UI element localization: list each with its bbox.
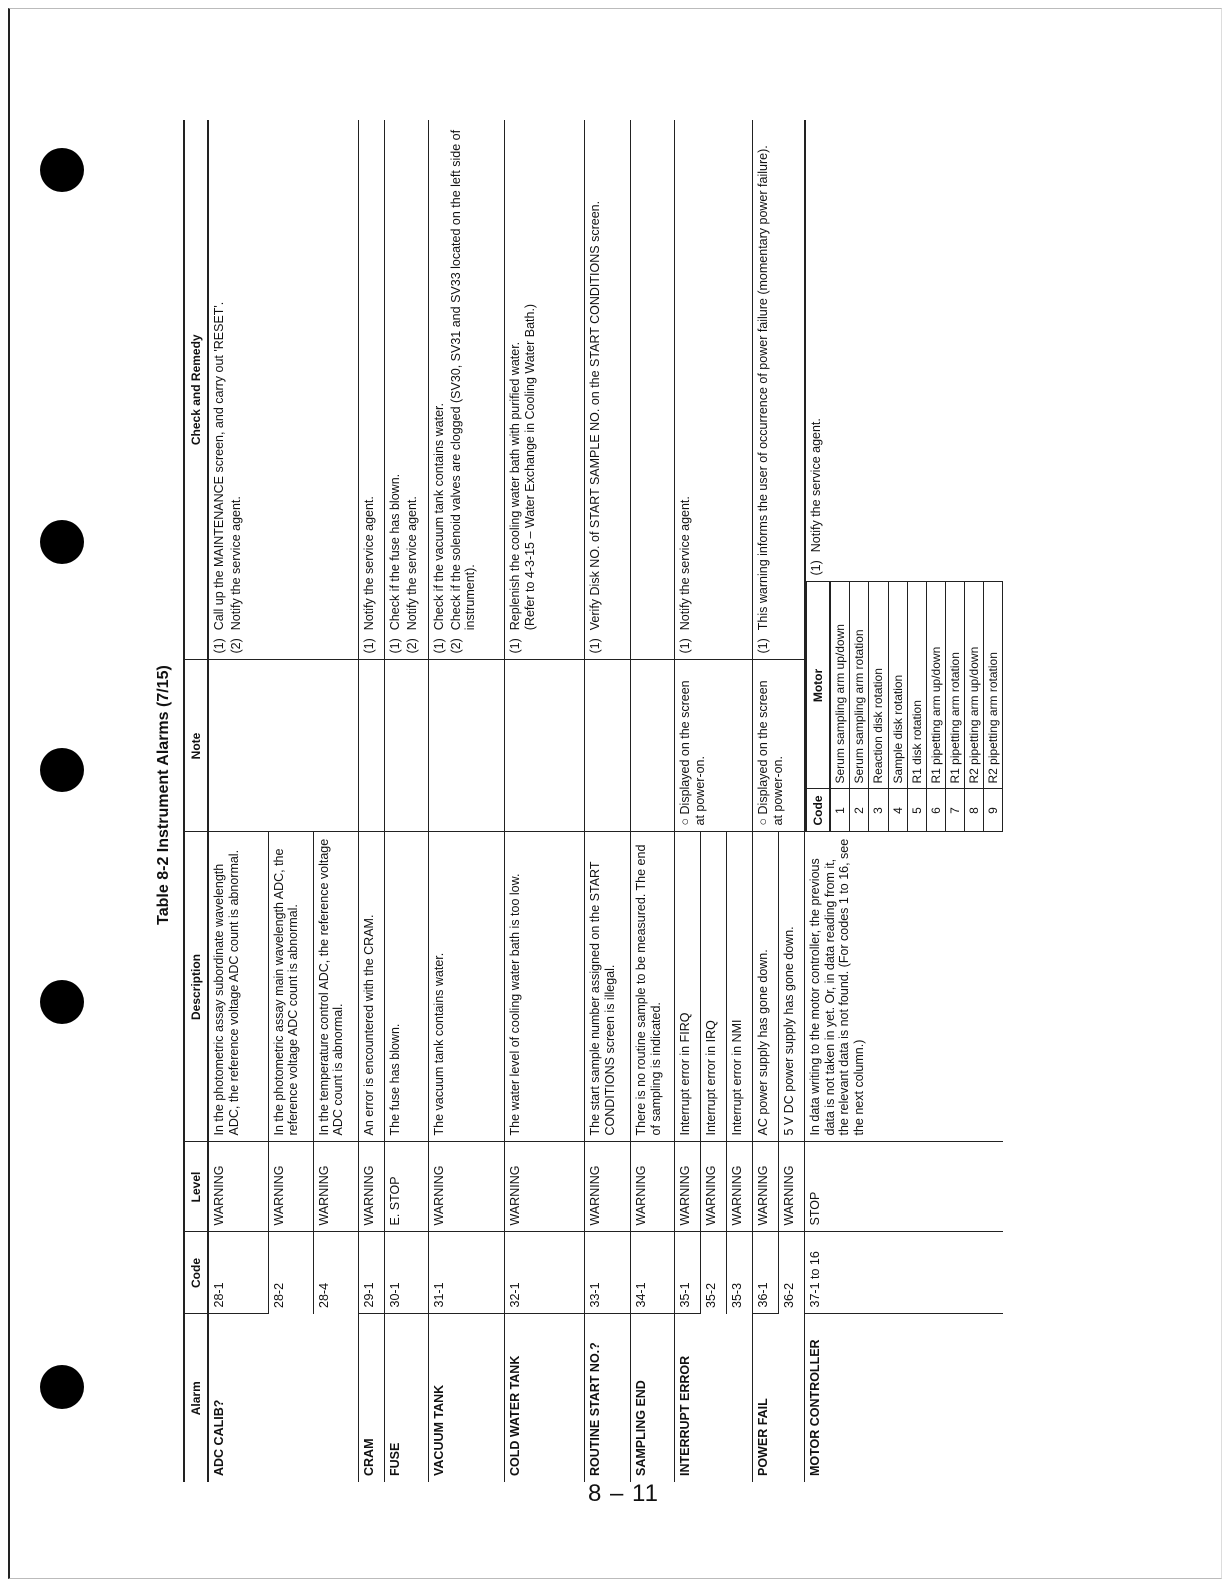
- motor-row: [869, 582, 888, 832]
- alarm-description: Interrupt error in IRQ: [700, 832, 726, 1142]
- motor-name: Reaction disk rotation: [869, 582, 888, 789]
- alarm-note: [358, 660, 385, 832]
- alarm-name: ROUTINE START NO.?: [584, 1314, 630, 1482]
- motor-row: [984, 582, 1003, 832]
- alarm-name: COLD WATER TANK: [504, 1314, 584, 1482]
- alarm-note: [208, 660, 358, 832]
- alarm-code: 31-1: [428, 1232, 504, 1314]
- remedy-text: Notify the service agent.: [361, 496, 376, 631]
- motor-header-row: [806, 582, 830, 832]
- motor-code: 4: [888, 789, 907, 832]
- motor-code: 9: [984, 789, 1003, 832]
- binder-hole: [40, 748, 84, 792]
- remedy-number: (1): [677, 638, 692, 654]
- alarm-code: 36-1: [752, 1232, 778, 1314]
- motor-row: [926, 582, 945, 832]
- motor-header-motor: Motor: [806, 582, 830, 789]
- alarm-code: 35-3: [726, 1232, 752, 1314]
- motor-name: Serum sampling arm rotation: [850, 582, 869, 789]
- header-code: Code: [184, 1232, 208, 1314]
- motor-code-cell: [804, 120, 1003, 832]
- binder-hole: [40, 980, 84, 1024]
- alarm-level: WARNING: [752, 1142, 778, 1232]
- remedy-text: This warning informs the user of occurrence of power failure (momentary power failure).: [755, 145, 770, 631]
- alarm-name: MOTOR CONTROLLER: [804, 1314, 1003, 1482]
- motor-name: Sample disk rotation: [888, 582, 907, 789]
- motor-row: [965, 582, 984, 832]
- table-row: [674, 120, 700, 1482]
- remedy-item: [212, 126, 227, 654]
- remedy-text: Check if the solenoid valves are clogged (SV30, SV31 and SV33 located on the left side of instrument).: [448, 129, 478, 631]
- remedy-text: Check if the fuse has blown.: [388, 473, 403, 631]
- table-row: [358, 120, 385, 1482]
- alarm-level: WARNING: [358, 1142, 385, 1232]
- motor-header-code: Code: [806, 789, 830, 832]
- table-row: [584, 120, 630, 1482]
- alarm-code: 35-1: [674, 1232, 700, 1314]
- alarm-level: WARNING: [630, 1142, 674, 1232]
- motor-code: 7: [946, 789, 965, 832]
- alarm-description: In the temperature control ADC, the reference voltage ADC count is abnormal.: [313, 832, 358, 1142]
- table-row: [208, 120, 268, 1482]
- motor-code-wrap: [805, 120, 1004, 832]
- alarm-note: [385, 660, 429, 832]
- remedy-text: Replenish the cooling water bath with purified water.: [507, 341, 522, 631]
- table-header-row: [184, 120, 208, 1482]
- alarm-note: [584, 660, 630, 832]
- alarm-name: VACUUM TANK: [428, 1314, 504, 1482]
- alarm-level: WARNING: [674, 1142, 700, 1232]
- motor-row: [888, 582, 907, 832]
- remedy-text: Notify the service agent.: [228, 496, 243, 631]
- table-row: [752, 120, 778, 1482]
- alarm-remedy: [630, 120, 674, 660]
- alarm-level: WARNING: [268, 1142, 313, 1232]
- remedy-number: (1): [755, 638, 770, 654]
- alarm-level: STOP: [804, 1142, 1003, 1232]
- motor-row: [946, 582, 965, 832]
- alarm-description: Interrupt error in NMI: [726, 832, 752, 1142]
- alarm-note: ○ Displayed on the screen at power-on.: [752, 660, 804, 832]
- motor-name: R1 disk rotation: [907, 582, 926, 789]
- alarm-code: 37-1 to 16: [804, 1232, 1003, 1314]
- remedy-item: [388, 126, 403, 654]
- alarm-name: ADC CALIB?: [208, 1314, 358, 1482]
- alarm-level: E. STOP: [385, 1142, 429, 1232]
- motor-code: 2: [850, 789, 869, 832]
- motor-name: R2 pipetting arm rotation: [984, 582, 1003, 789]
- remedy-item: [809, 126, 824, 576]
- alarm-level: WARNING: [700, 1142, 726, 1232]
- alarm-remedy: [504, 120, 584, 660]
- alarm-code: 29-1: [358, 1232, 385, 1314]
- table-row: [504, 120, 584, 1482]
- motor-code: 6: [926, 789, 945, 832]
- alarm-code: 35-2: [700, 1232, 726, 1314]
- alarm-remedy: [584, 120, 630, 660]
- remedy-item: [432, 126, 447, 654]
- alarm-note: [630, 660, 674, 832]
- alarm-level: WARNING: [428, 1142, 504, 1232]
- alarm-description: There is no routine sample to be measured. The end of sampling is indicated.: [630, 832, 674, 1142]
- binder-hole: [40, 520, 84, 564]
- header-note: Note: [184, 660, 208, 832]
- remedy-item: [449, 126, 479, 654]
- alarm-description: The water level of cooling water bath is too low.: [504, 832, 584, 1142]
- motor-name: R1 pipetting arm rotation: [946, 582, 965, 789]
- alarm-level: WARNING: [313, 1142, 358, 1232]
- alarm-code: 33-1: [584, 1232, 630, 1314]
- remedy-number: (1): [388, 638, 403, 654]
- motor-code: 1: [830, 789, 850, 832]
- header-description: Description: [184, 832, 208, 1142]
- alarm-name: INTERRUPT ERROR: [674, 1314, 752, 1482]
- header-level: Level: [184, 1142, 208, 1232]
- alarm-remedy: [428, 120, 504, 660]
- alarm-name: POWER FAIL: [752, 1314, 804, 1482]
- alarm-code: 32-1: [504, 1232, 584, 1314]
- alarm-remedy: [385, 120, 429, 660]
- remedy-text: Verify Disk NO. of START SAMPLE NO. on the START CONDITIONS screen.: [587, 200, 602, 631]
- alarm-level: WARNING: [778, 1142, 804, 1232]
- alarm-description: An error is encountered with the CRAM.: [358, 832, 385, 1142]
- alarm-code: 28-1: [208, 1232, 268, 1314]
- remedy-item: [405, 126, 420, 654]
- alarm-level: WARNING: [208, 1142, 268, 1232]
- motor-code-table: [805, 582, 1004, 832]
- alarm-remedy: [805, 120, 1004, 582]
- motor-row: [850, 582, 869, 832]
- remedy-item: [588, 126, 603, 654]
- remedy-number: (1): [212, 638, 227, 654]
- alarm-code: 28-2: [268, 1232, 313, 1314]
- remedy-item: [756, 126, 771, 654]
- remedy-number: (1): [808, 560, 823, 576]
- alarm-remedy: [674, 120, 752, 660]
- alarm-description: The start sample number assigned on the START CONDITIONS screen is illegal.: [584, 832, 630, 1142]
- alarm-description: 5 V DC power supply has gone down.: [778, 832, 804, 1142]
- remedy-number: (1): [507, 638, 522, 654]
- alarm-description: In the photometric assay subordinate wavelength ADC, the reference voltage ADC count is abnormal.: [208, 832, 268, 1142]
- page-number: 8 – 11: [588, 1480, 659, 1507]
- alarm-remedy: [358, 120, 385, 660]
- remedy-number: (1): [431, 638, 446, 654]
- motor-rows: [830, 582, 1003, 832]
- remedy-item: [508, 126, 538, 654]
- alarm-level: WARNING: [504, 1142, 584, 1232]
- remedy-reference: (Refer to 4-3-15 – Water Exchange in Cooling Water Bath.): [522, 303, 537, 631]
- table-title: Table 8-2 Instrument Alarms (7/15): [155, 665, 172, 925]
- motor-table-container: [805, 582, 1004, 832]
- alarm-name: FUSE: [385, 1314, 429, 1482]
- header-alarm: Alarm: [184, 1314, 208, 1482]
- alarm-remedy: [208, 120, 358, 660]
- motor-name: R2 pipetting arm up/down: [965, 582, 984, 789]
- remedy-text: Notify the service agent.: [677, 496, 692, 631]
- remedy-number: (2): [228, 638, 243, 654]
- motor-code: 3: [869, 789, 888, 832]
- remedy-number: (1): [361, 638, 376, 654]
- binder-hole: [40, 148, 84, 192]
- instrument-alarms-table: [183, 120, 1003, 1482]
- motor-name: R1 pipetting arm up/down: [926, 582, 945, 789]
- alarm-name: SAMPLING END: [630, 1314, 674, 1482]
- alarm-code: 36-2: [778, 1232, 804, 1314]
- alarm-note: [504, 660, 584, 832]
- alarm-description: In data writing to the motor controller, the previous data is not taken in yet. Or, in data reading from it, the relevant data is not found. (For codes 1 to 16, see the next column.): [804, 832, 1003, 1142]
- alarm-description: Interrupt error in FIRQ: [674, 832, 700, 1142]
- alarm-description: The fuse has blown.: [385, 832, 429, 1142]
- alarm-note: [428, 660, 504, 832]
- remedy-item: [678, 126, 693, 654]
- table-row: [630, 120, 674, 1482]
- alarm-note: ○ Displayed on the screen at power-on.: [674, 660, 752, 832]
- remedy-number: (1): [587, 638, 602, 654]
- motor-name: Serum sampling arm up/down: [830, 582, 850, 789]
- remedy-text: Call up the MAINTENANCE screen, and carry out 'RESET'.: [212, 301, 227, 631]
- table-row: [428, 120, 504, 1482]
- remedy-text: Check if the vacuum tank contains water.: [431, 403, 446, 631]
- alarm-code: 28-4: [313, 1232, 358, 1314]
- alarm-name: CRAM: [358, 1314, 385, 1482]
- motor-code: 8: [965, 789, 984, 832]
- remedy-number: (2): [405, 638, 420, 654]
- alarm-code: 34-1: [630, 1232, 674, 1314]
- motor-row: [830, 582, 850, 832]
- alarm-description: AC power supply has gone down.: [752, 832, 778, 1142]
- motor-code: 5: [907, 789, 926, 832]
- remedy-text: Notify the service agent.: [405, 496, 420, 631]
- rotated-table-region: [155, 90, 1115, 1500]
- table-row: [385, 120, 429, 1482]
- remedy-item: [229, 126, 244, 654]
- alarm-description: The vacuum tank contains water.: [428, 832, 504, 1142]
- alarm-code: 30-1: [385, 1232, 429, 1314]
- remedy-text: Notify the service agent.: [808, 418, 823, 553]
- alarm-description: In the photometric assay main wavelength ADC, the reference voltage ADC count is abnormal.: [268, 832, 313, 1142]
- alarm-level: WARNING: [726, 1142, 752, 1232]
- motor-row: [907, 582, 926, 832]
- remedy-item: [362, 126, 377, 654]
- remedy-number: (2): [448, 638, 463, 654]
- header-remedy: Check and Remedy: [184, 120, 208, 660]
- table-row: [804, 120, 1003, 1482]
- alarm-level: WARNING: [584, 1142, 630, 1232]
- binder-hole: [40, 1365, 84, 1409]
- alarm-remedy: [752, 120, 804, 660]
